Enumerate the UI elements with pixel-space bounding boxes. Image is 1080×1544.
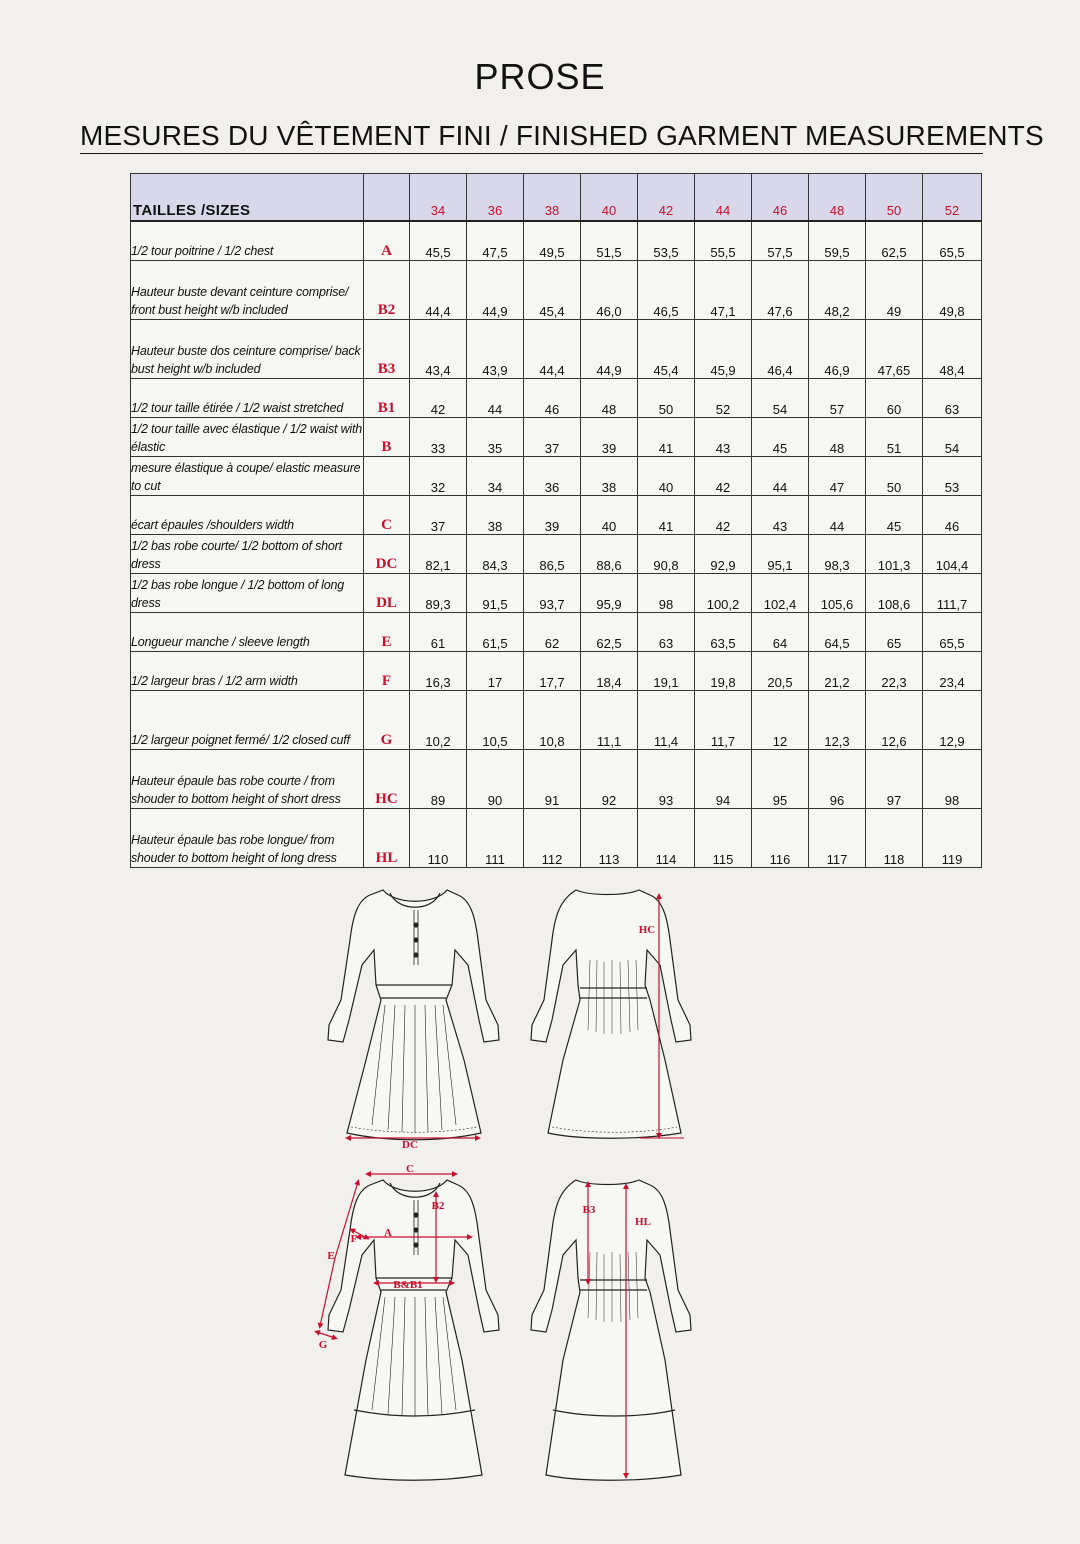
table-cell: 47,65	[866, 319, 923, 378]
table-cell: 11,1	[581, 690, 638, 749]
row-code: B1	[364, 378, 410, 417]
table-cell: 12,6	[866, 690, 923, 749]
row-code: HL	[364, 808, 410, 867]
table-cell: 43,4	[410, 319, 467, 378]
table-cell: 62,5	[866, 221, 923, 260]
table-cell: 84,3	[467, 534, 524, 573]
table-cell: 44	[467, 378, 524, 417]
table-cell: 65,5	[923, 221, 982, 260]
table-cell: 91	[524, 749, 581, 808]
table-cell: 112	[524, 808, 581, 867]
table-cell: 93,7	[524, 573, 581, 612]
size-header: 34	[410, 174, 467, 222]
table-cell: 102,4	[752, 573, 809, 612]
table-cell: 64	[752, 612, 809, 651]
table-cell: 95,1	[752, 534, 809, 573]
table-cell: 98	[923, 749, 982, 808]
table-cell: 114	[638, 808, 695, 867]
table-cell: 17	[467, 651, 524, 690]
table-cell: 10,5	[467, 690, 524, 749]
table-cell: 92,9	[695, 534, 752, 573]
table-cell: 22,3	[866, 651, 923, 690]
label-b3: B3	[582, 1204, 596, 1216]
table-cell: 108,6	[866, 573, 923, 612]
table-cell: 16,3	[410, 651, 467, 690]
table-cell: 63	[923, 378, 982, 417]
table-cell: 48	[581, 378, 638, 417]
table-cell: 42	[695, 495, 752, 534]
table-cell: 43,9	[467, 319, 524, 378]
table-cell: 101,3	[866, 534, 923, 573]
table-cell: 60	[866, 378, 923, 417]
long-dress-front-drawing	[328, 1180, 499, 1480]
row-label: 1/2 bas robe courte/ 1/2 bottom of short dress	[131, 534, 364, 573]
table-cell: 55,5	[695, 221, 752, 260]
row-code: HC	[364, 749, 410, 808]
table-cell: 21,2	[809, 651, 866, 690]
table-cell: 95,9	[581, 573, 638, 612]
size-header: 46	[752, 174, 809, 222]
table-cell: 20,5	[752, 651, 809, 690]
size-header: 38	[524, 174, 581, 222]
table-cell: 59,5	[809, 221, 866, 260]
row-code: B2	[364, 260, 410, 319]
table-cell: 46,5	[638, 260, 695, 319]
table-cell: 86,5	[524, 534, 581, 573]
table-cell: 63,5	[695, 612, 752, 651]
table-cell: 119	[923, 808, 982, 867]
table-cell: 116	[752, 808, 809, 867]
table-cell: 44	[809, 495, 866, 534]
size-header: 40	[581, 174, 638, 222]
table-cell: 63	[638, 612, 695, 651]
row-label: Longueur manche / sleeve length	[131, 612, 364, 651]
table-cell: 51,5	[581, 221, 638, 260]
label-hl: HL	[635, 1216, 651, 1228]
table-cell: 45	[752, 417, 809, 456]
table-cell: 38	[467, 495, 524, 534]
row-label: 1/2 bas robe longue / 1/2 bottom of long dress	[131, 573, 364, 612]
size-header: 48	[809, 174, 866, 222]
table-cell: 93	[638, 749, 695, 808]
table-cell: 53	[923, 456, 982, 495]
table-cell: 45,4	[638, 319, 695, 378]
table-cell: 39	[524, 495, 581, 534]
table-cell: 94	[695, 749, 752, 808]
table-cell: 90,8	[638, 534, 695, 573]
table-cell: 89,3	[410, 573, 467, 612]
table-cell: 54	[752, 378, 809, 417]
table-cell: 45	[866, 495, 923, 534]
table-cell: 104,4	[923, 534, 982, 573]
table-cell: 42	[695, 456, 752, 495]
table-cell: 61	[410, 612, 467, 651]
row-label: Hauteur épaule bas robe longue/ from shouder to bottom height of long dress	[131, 808, 364, 867]
row-label: écart épaules /shoulders width	[131, 495, 364, 534]
table-cell: 37	[410, 495, 467, 534]
table-cell: 88,6	[581, 534, 638, 573]
table-cell: 44	[752, 456, 809, 495]
row-code: B	[364, 417, 410, 456]
row-code: A	[364, 221, 410, 260]
table-cell: 39	[581, 417, 638, 456]
table-cell: 57,5	[752, 221, 809, 260]
row-label: Hauteur buste dos ceinture comprise/ back bust height w/b included	[131, 319, 364, 378]
table-cell: 50	[638, 378, 695, 417]
label-f: F	[350, 1233, 358, 1245]
table-cell: 46,4	[752, 319, 809, 378]
table-cell: 96	[809, 749, 866, 808]
table-cell: 46,0	[581, 260, 638, 319]
table-cell: 41	[638, 495, 695, 534]
row-code: G	[364, 690, 410, 749]
table-cell: 48	[809, 417, 866, 456]
table-cell: 44,4	[524, 319, 581, 378]
table-cell: 10,2	[410, 690, 467, 749]
row-code: DL	[364, 573, 410, 612]
table-cell: 53,5	[638, 221, 695, 260]
table-cell: 65,5	[923, 612, 982, 651]
table-cell: 46	[923, 495, 982, 534]
table-cell: 54	[923, 417, 982, 456]
table-cell: 33	[410, 417, 467, 456]
row-code: B3	[364, 319, 410, 378]
table-cell: 92	[581, 749, 638, 808]
table-cell: 36	[524, 456, 581, 495]
table-cell: 57	[809, 378, 866, 417]
table-cell: 91,5	[467, 573, 524, 612]
table-cell: 47,1	[695, 260, 752, 319]
table-cell: 12	[752, 690, 809, 749]
label-e: E	[327, 1250, 335, 1262]
table-cell: 89	[410, 749, 467, 808]
table-cell: 38	[581, 456, 638, 495]
table-cell: 65	[866, 612, 923, 651]
long-dress-back-drawing	[531, 1180, 691, 1480]
table-cell: 90	[467, 749, 524, 808]
table-cell: 64,5	[809, 612, 866, 651]
size-header: 50	[866, 174, 923, 222]
table-cell: 52	[695, 378, 752, 417]
table-cell: 44,9	[467, 260, 524, 319]
table-cell: 98,3	[809, 534, 866, 573]
page-subtitle: MESURES DU VÊTEMENT FINI / FINISHED GARMENT MEASUREMENTS	[80, 121, 983, 154]
short-dress-front-drawing	[328, 890, 499, 1140]
table-cell: 47,6	[752, 260, 809, 319]
table-cell: 105,6	[809, 573, 866, 612]
table-cell: 11,4	[638, 690, 695, 749]
table-cell: 40	[638, 456, 695, 495]
row-label: 1/2 tour taille étirée / 1/2 waist stretched	[131, 378, 364, 417]
table-cell: 118	[866, 808, 923, 867]
size-header: 36	[467, 174, 524, 222]
label-a: A	[384, 1227, 392, 1239]
table-cell: 47,5	[467, 221, 524, 260]
row-label: Hauteur épaule bas robe courte / from shouder to bottom height of short dress	[131, 749, 364, 808]
table-cell: 62,5	[581, 612, 638, 651]
table-cell: 46	[524, 378, 581, 417]
table-cell: 23,4	[923, 651, 982, 690]
table-cell: 48,2	[809, 260, 866, 319]
label-hc: HC	[638, 924, 656, 936]
table-cell: 43	[752, 495, 809, 534]
row-label: mesure élastique à coupe/ elastic measure to cut	[131, 456, 364, 495]
table-cell: 97	[866, 749, 923, 808]
table-cell: 111	[467, 808, 524, 867]
table-cell: 12,3	[809, 690, 866, 749]
label-c: C	[406, 1163, 414, 1175]
row-label: 1/2 largeur bras / 1/2 arm width	[131, 651, 364, 690]
table-cell: 61,5	[467, 612, 524, 651]
table-cell: 34	[467, 456, 524, 495]
table-cell: 115	[695, 808, 752, 867]
short-dress-back-drawing	[531, 890, 691, 1138]
label-g: G	[318, 1339, 328, 1351]
table-cell: 35	[467, 417, 524, 456]
table-cell: 10,8	[524, 690, 581, 749]
table-cell: 95	[752, 749, 809, 808]
row-code: E	[364, 612, 410, 651]
table-cell: 48,4	[923, 319, 982, 378]
table-cell: 45,9	[695, 319, 752, 378]
table-cell: 113	[581, 808, 638, 867]
table-cell: 111,7	[923, 573, 982, 612]
row-code: F	[364, 651, 410, 690]
table-cell: 100,2	[695, 573, 752, 612]
table-cell: 110	[410, 808, 467, 867]
table-cell: 47	[809, 456, 866, 495]
row-label: 1/2 tour poitrine / 1/2 chest	[131, 221, 364, 260]
table-cell: 46,9	[809, 319, 866, 378]
table-cell: 50	[866, 456, 923, 495]
table-cell: 40	[581, 495, 638, 534]
table-cell: 44,9	[581, 319, 638, 378]
table-cell: 62	[524, 612, 581, 651]
label-dc: DC	[402, 1139, 418, 1151]
size-header: 52	[923, 174, 982, 222]
table-cell: 12,9	[923, 690, 982, 749]
table-cell: 19,8	[695, 651, 752, 690]
brand-title: PROSE	[474, 56, 606, 97]
table-cell: 82,1	[410, 534, 467, 573]
table-cell: 43	[695, 417, 752, 456]
table-cell: 45,4	[524, 260, 581, 319]
label-bb1: B&B1	[393, 1279, 423, 1291]
size-header: 44	[695, 174, 752, 222]
table-cell: 19,1	[638, 651, 695, 690]
sizes-header: TAILLES /SIZES	[131, 174, 364, 222]
table-cell: 45,5	[410, 221, 467, 260]
table-cell: 51	[866, 417, 923, 456]
table-cell: 98	[638, 573, 695, 612]
table-cell: 49,8	[923, 260, 982, 319]
table-cell: 44,4	[410, 260, 467, 319]
row-code: DC	[364, 534, 410, 573]
size-header: 42	[638, 174, 695, 222]
row-label: 1/2 largeur poignet fermé/ 1/2 closed cuff	[131, 690, 364, 749]
label-b2: B2	[431, 1200, 445, 1212]
row-label: Hauteur buste devant ceinture comprise/ front bust height w/b included	[131, 260, 364, 319]
table-cell: 49,5	[524, 221, 581, 260]
table-cell: 11,7	[695, 690, 752, 749]
table-cell: 117	[809, 808, 866, 867]
row-code: C	[364, 495, 410, 534]
table-cell: 42	[410, 378, 467, 417]
table-cell: 49	[866, 260, 923, 319]
table-cell: 41	[638, 417, 695, 456]
table-cell: 17,7	[524, 651, 581, 690]
row-label: 1/2 tour taille avec élastique / 1/2 waist with élastic	[131, 417, 364, 456]
table-cell: 18,4	[581, 651, 638, 690]
table-cell: 37	[524, 417, 581, 456]
table-cell: 32	[410, 456, 467, 495]
